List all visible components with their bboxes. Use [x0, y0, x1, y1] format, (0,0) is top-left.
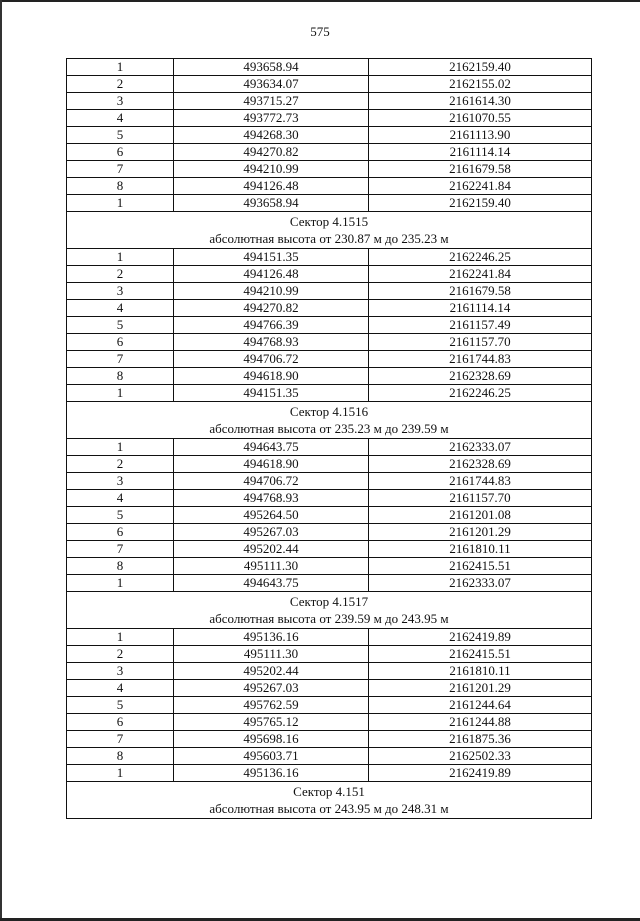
point-number-cell: 8 — [67, 748, 174, 765]
x-coordinate-cell: 494768.93 — [174, 334, 369, 351]
x-coordinate-cell: 494706.72 — [174, 473, 369, 490]
y-coordinate-cell: 2161810.11 — [369, 663, 592, 680]
sector-height-range: абсолютная высота от 230.87 м до 235.23 м — [209, 231, 449, 246]
sector-header-row — [67, 212, 592, 249]
point-number-cell: 2 — [67, 266, 174, 283]
x-coordinate-cell: 494151.35 — [174, 385, 369, 402]
x-coordinate-cell: 495698.16 — [174, 731, 369, 748]
point-number-cell: 1 — [67, 59, 174, 76]
table-row — [67, 266, 592, 283]
y-coordinate-cell: 2161614.30 — [369, 93, 592, 110]
x-coordinate-cell: 495202.44 — [174, 541, 369, 558]
point-number-cell: 2 — [67, 646, 174, 663]
y-coordinate-cell: 2162241.84 — [369, 178, 592, 195]
x-coordinate-cell: 495603.71 — [174, 748, 369, 765]
x-coordinate-cell: 494126.48 — [174, 178, 369, 195]
coordinates-table-body — [67, 59, 592, 819]
y-coordinate-cell: 2162328.69 — [369, 368, 592, 385]
table-row — [67, 127, 592, 144]
x-coordinate-cell: 493715.27 — [174, 93, 369, 110]
x-coordinate-cell: 494618.90 — [174, 456, 369, 473]
point-number-cell: 4 — [67, 680, 174, 697]
table-row — [67, 385, 592, 402]
y-coordinate-cell: 2161244.64 — [369, 697, 592, 714]
table-row — [67, 663, 592, 680]
table-row — [67, 646, 592, 663]
y-coordinate-cell: 2161157.70 — [369, 334, 592, 351]
scan-edge-top — [0, 0, 640, 2]
point-number-cell: 4 — [67, 110, 174, 127]
table-row — [67, 680, 592, 697]
y-coordinate-cell: 2162502.33 — [369, 748, 592, 765]
x-coordinate-cell: 495202.44 — [174, 663, 369, 680]
sector-header — [67, 592, 592, 629]
y-coordinate-cell: 2161114.14 — [369, 144, 592, 161]
y-coordinate-cell: 2162241.84 — [369, 266, 592, 283]
x-coordinate-cell: 495264.50 — [174, 507, 369, 524]
point-number-cell: 5 — [67, 507, 174, 524]
point-number-cell: 7 — [67, 161, 174, 178]
x-coordinate-cell: 494618.90 — [174, 368, 369, 385]
x-coordinate-cell: 494768.93 — [174, 490, 369, 507]
y-coordinate-cell: 2161875.36 — [369, 731, 592, 748]
coordinates-table — [66, 58, 592, 819]
table-row — [67, 507, 592, 524]
point-number-cell: 1 — [67, 575, 174, 592]
table-row — [67, 110, 592, 127]
sector-header-row — [67, 402, 592, 439]
point-number-cell: 1 — [67, 249, 174, 266]
point-number-cell: 6 — [67, 524, 174, 541]
y-coordinate-cell: 2161157.70 — [369, 490, 592, 507]
x-coordinate-cell: 494270.82 — [174, 300, 369, 317]
point-number-cell: 8 — [67, 558, 174, 575]
sector-title: Сектор 4.1515 — [289, 214, 369, 229]
x-coordinate-cell: 494210.99 — [174, 283, 369, 300]
table-row — [67, 195, 592, 212]
y-coordinate-cell: 2162419.89 — [369, 765, 592, 782]
sector-title: Сектор 4.151 — [293, 784, 365, 799]
sector-height-range: абсолютная высота от 243.95 м до 248.31 м — [209, 801, 449, 816]
table-row — [67, 351, 592, 368]
x-coordinate-cell: 495267.03 — [174, 524, 369, 541]
x-coordinate-cell: 494643.75 — [174, 575, 369, 592]
x-coordinate-cell: 495267.03 — [174, 680, 369, 697]
table-row — [67, 249, 592, 266]
y-coordinate-cell: 2161070.55 — [369, 110, 592, 127]
x-coordinate-cell: 494268.30 — [174, 127, 369, 144]
table-row — [67, 575, 592, 592]
sector-header — [67, 402, 592, 439]
sector-header — [67, 212, 592, 249]
table-row — [67, 368, 592, 385]
y-coordinate-cell: 2161157.49 — [369, 317, 592, 334]
y-coordinate-cell: 2161244.88 — [369, 714, 592, 731]
table-row — [67, 334, 592, 351]
point-number-cell: 2 — [67, 76, 174, 93]
x-coordinate-cell: 494643.75 — [174, 439, 369, 456]
table-row — [67, 748, 592, 765]
x-coordinate-cell: 495762.59 — [174, 697, 369, 714]
y-coordinate-cell: 2161679.58 — [369, 161, 592, 178]
table-row — [67, 300, 592, 317]
sector-height-range: абсолютная высота от 235.23 м до 239.59 м — [209, 421, 449, 436]
sector-header-row — [67, 782, 592, 819]
table-row — [67, 558, 592, 575]
x-coordinate-cell: 494151.35 — [174, 249, 369, 266]
table-row — [67, 541, 592, 558]
y-coordinate-cell: 2161201.08 — [369, 507, 592, 524]
y-coordinate-cell: 2161113.90 — [369, 127, 592, 144]
table-row — [67, 144, 592, 161]
point-number-cell: 1 — [67, 765, 174, 782]
point-number-cell: 6 — [67, 144, 174, 161]
point-number-cell: 3 — [67, 473, 174, 490]
y-coordinate-cell: 2161114.14 — [369, 300, 592, 317]
point-number-cell: 1 — [67, 385, 174, 402]
point-number-cell: 7 — [67, 351, 174, 368]
x-coordinate-cell: 495765.12 — [174, 714, 369, 731]
table-row — [67, 629, 592, 646]
table-row — [67, 524, 592, 541]
x-coordinate-cell: 494706.72 — [174, 351, 369, 368]
x-coordinate-cell: 493634.07 — [174, 76, 369, 93]
table-row — [67, 317, 592, 334]
table-row — [67, 456, 592, 473]
table-row — [67, 490, 592, 507]
point-number-cell: 5 — [67, 127, 174, 144]
table-row — [67, 178, 592, 195]
table-row — [67, 765, 592, 782]
y-coordinate-cell: 2162328.69 — [369, 456, 592, 473]
x-coordinate-cell: 494766.39 — [174, 317, 369, 334]
y-coordinate-cell: 2162246.25 — [369, 249, 592, 266]
table-row — [67, 76, 592, 93]
point-number-cell: 7 — [67, 731, 174, 748]
point-number-cell: 3 — [67, 283, 174, 300]
point-number-cell: 4 — [67, 300, 174, 317]
point-number-cell: 7 — [67, 541, 174, 558]
x-coordinate-cell: 494126.48 — [174, 266, 369, 283]
point-number-cell: 4 — [67, 490, 174, 507]
sector-title: Сектор 4.1516 — [289, 404, 369, 419]
table-row — [67, 161, 592, 178]
y-coordinate-cell: 2161201.29 — [369, 524, 592, 541]
table-row — [67, 93, 592, 110]
y-coordinate-cell: 2162415.51 — [369, 558, 592, 575]
table-row — [67, 439, 592, 456]
table-row — [67, 473, 592, 490]
x-coordinate-cell: 495111.30 — [174, 558, 369, 575]
point-number-cell: 5 — [67, 697, 174, 714]
x-coordinate-cell: 493772.73 — [174, 110, 369, 127]
y-coordinate-cell: 2162159.40 — [369, 195, 592, 212]
x-coordinate-cell: 495136.16 — [174, 765, 369, 782]
point-number-cell: 1 — [67, 195, 174, 212]
table-row — [67, 731, 592, 748]
sector-header-row — [67, 592, 592, 629]
sector-height-range: абсолютная высота от 239.59 м до 243.95 м — [209, 611, 449, 626]
point-number-cell: 6 — [67, 334, 174, 351]
y-coordinate-cell: 2162155.02 — [369, 76, 592, 93]
table-row — [67, 697, 592, 714]
y-coordinate-cell: 2162333.07 — [369, 575, 592, 592]
point-number-cell: 1 — [67, 629, 174, 646]
y-coordinate-cell: 2162159.40 — [369, 59, 592, 76]
sector-header — [67, 782, 592, 819]
point-number-cell: 1 — [67, 439, 174, 456]
y-coordinate-cell: 2162246.25 — [369, 385, 592, 402]
point-number-cell: 3 — [67, 663, 174, 680]
point-number-cell: 8 — [67, 178, 174, 195]
y-coordinate-cell: 2161744.83 — [369, 351, 592, 368]
y-coordinate-cell: 2161679.58 — [369, 283, 592, 300]
x-coordinate-cell: 493658.94 — [174, 195, 369, 212]
page-number: 575 — [310, 24, 330, 39]
point-number-cell: 8 — [67, 368, 174, 385]
point-number-cell: 5 — [67, 317, 174, 334]
y-coordinate-cell: 2161744.83 — [369, 473, 592, 490]
x-coordinate-cell: 495136.16 — [174, 629, 369, 646]
y-coordinate-cell: 2162419.89 — [369, 629, 592, 646]
x-coordinate-cell: 494210.99 — [174, 161, 369, 178]
sector-title: Сектор 4.1517 — [289, 594, 369, 609]
x-coordinate-cell: 494270.82 — [174, 144, 369, 161]
table-row — [67, 283, 592, 300]
x-coordinate-cell: 493658.94 — [174, 59, 369, 76]
scan-edge-left — [0, 0, 2, 921]
y-coordinate-cell: 2162415.51 — [369, 646, 592, 663]
table-row — [67, 59, 592, 76]
point-number-cell: 2 — [67, 456, 174, 473]
x-coordinate-cell: 495111.30 — [174, 646, 369, 663]
y-coordinate-cell: 2161201.29 — [369, 680, 592, 697]
point-number-cell: 6 — [67, 714, 174, 731]
point-number-cell: 3 — [67, 93, 174, 110]
y-coordinate-cell: 2162333.07 — [369, 439, 592, 456]
y-coordinate-cell: 2161810.11 — [369, 541, 592, 558]
table-row — [67, 714, 592, 731]
